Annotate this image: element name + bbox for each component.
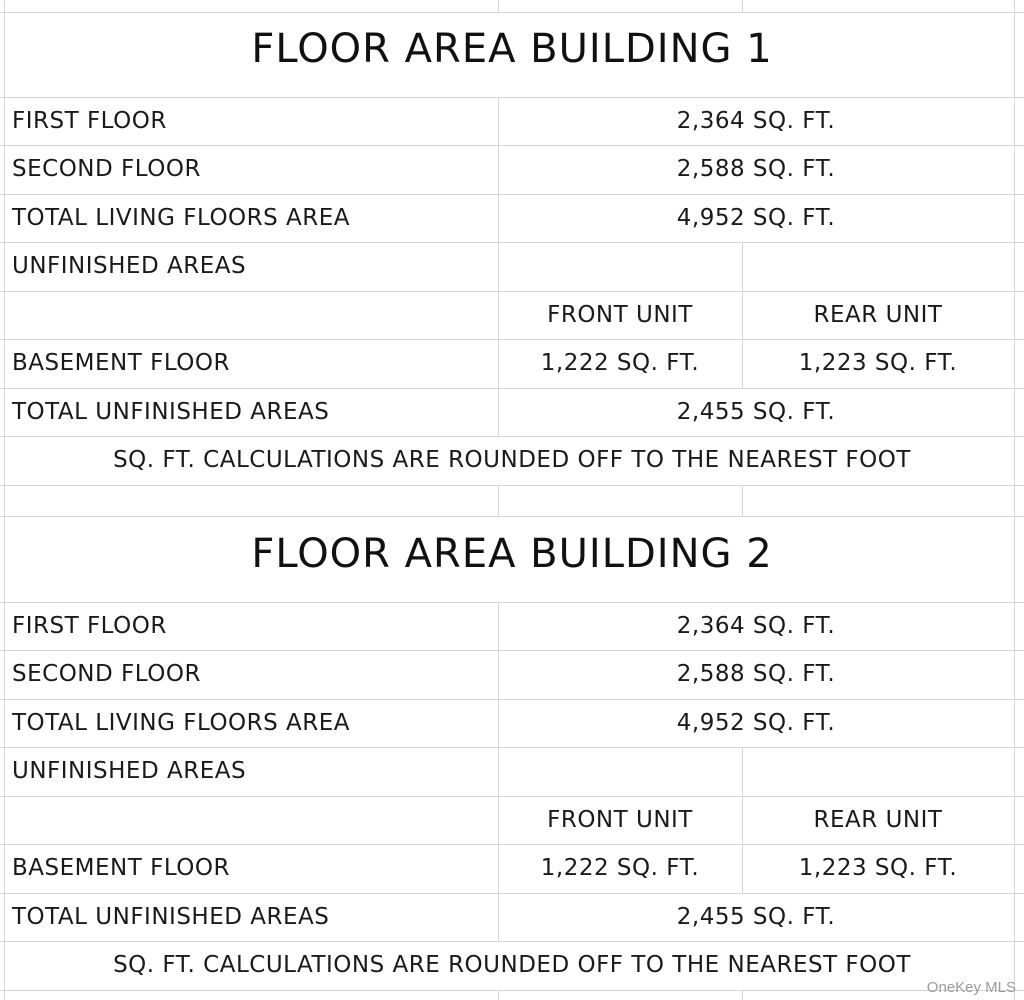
total-unfinished-label: TOTAL UNFINISHED AREAS [12,904,330,930]
total-unfinished-value: 2,455 SQ. FT. [676,904,836,930]
grid-line [4,0,5,1000]
total-living-value: 4,952 SQ. FT. [676,710,836,736]
basement-rear-value: 1,223 SQ. FT. [798,350,958,376]
watermark: OneKey MLS [926,979,1016,996]
grid-line [498,0,499,12]
basement-rear-value: 1,223 SQ. FT. [798,855,958,881]
grid-line [0,12,1024,13]
grid-line [742,0,743,12]
grid-line [498,990,499,1000]
unfinished-areas-label: UNFINISHED AREAS [12,253,247,279]
second-floor-label: SECOND FLOOR [12,661,201,687]
building-1-title: FLOOR AREA BUILDING 1 [251,26,773,72]
grid-line [0,990,1024,991]
total-living-label: TOTAL LIVING FLOORS AREA [12,710,351,736]
basement-floor-label: BASEMENT FLOOR [12,855,230,881]
basement-front-value: 1,222 SQ. FT. [540,350,700,376]
rounding-note: SQ. FT. CALCULATIONS ARE ROUNDED OFF TO THE NEAREST FOOT [113,447,911,473]
grid-line [498,485,499,516]
first-floor-value: 2,364 SQ. FT. [676,108,836,134]
front-unit-header: FRONT UNIT [547,807,693,833]
rear-unit-header: REAR UNIT [813,807,943,833]
front-unit-header: FRONT UNIT [547,302,693,328]
grid-line [0,485,1024,486]
second-floor-value: 2,588 SQ. FT. [676,156,836,182]
rounding-note: SQ. FT. CALCULATIONS ARE ROUNDED OFF TO THE NEAREST FOOT [113,952,911,978]
grid-line [0,516,1024,517]
total-living-label: TOTAL LIVING FLOORS AREA [12,205,351,231]
second-floor-label: SECOND FLOOR [12,156,201,182]
rear-unit-header: REAR UNIT [813,302,943,328]
unfinished-areas-label: UNFINISHED AREAS [12,758,247,784]
first-floor-label: FIRST FLOOR [12,108,167,134]
first-floor-label: FIRST FLOOR [12,613,167,639]
basement-front-value: 1,222 SQ. FT. [540,855,700,881]
grid-line [742,990,743,1000]
total-unfinished-value: 2,455 SQ. FT. [676,399,836,425]
grid-line [742,485,743,516]
first-floor-value: 2,364 SQ. FT. [676,613,836,639]
second-floor-value: 2,588 SQ. FT. [676,661,836,687]
total-living-value: 4,952 SQ. FT. [676,205,836,231]
building-2-title: FLOOR AREA BUILDING 2 [251,531,773,577]
grid-line [1014,0,1015,1000]
basement-floor-label: BASEMENT FLOOR [12,350,230,376]
total-unfinished-label: TOTAL UNFINISHED AREAS [12,399,330,425]
